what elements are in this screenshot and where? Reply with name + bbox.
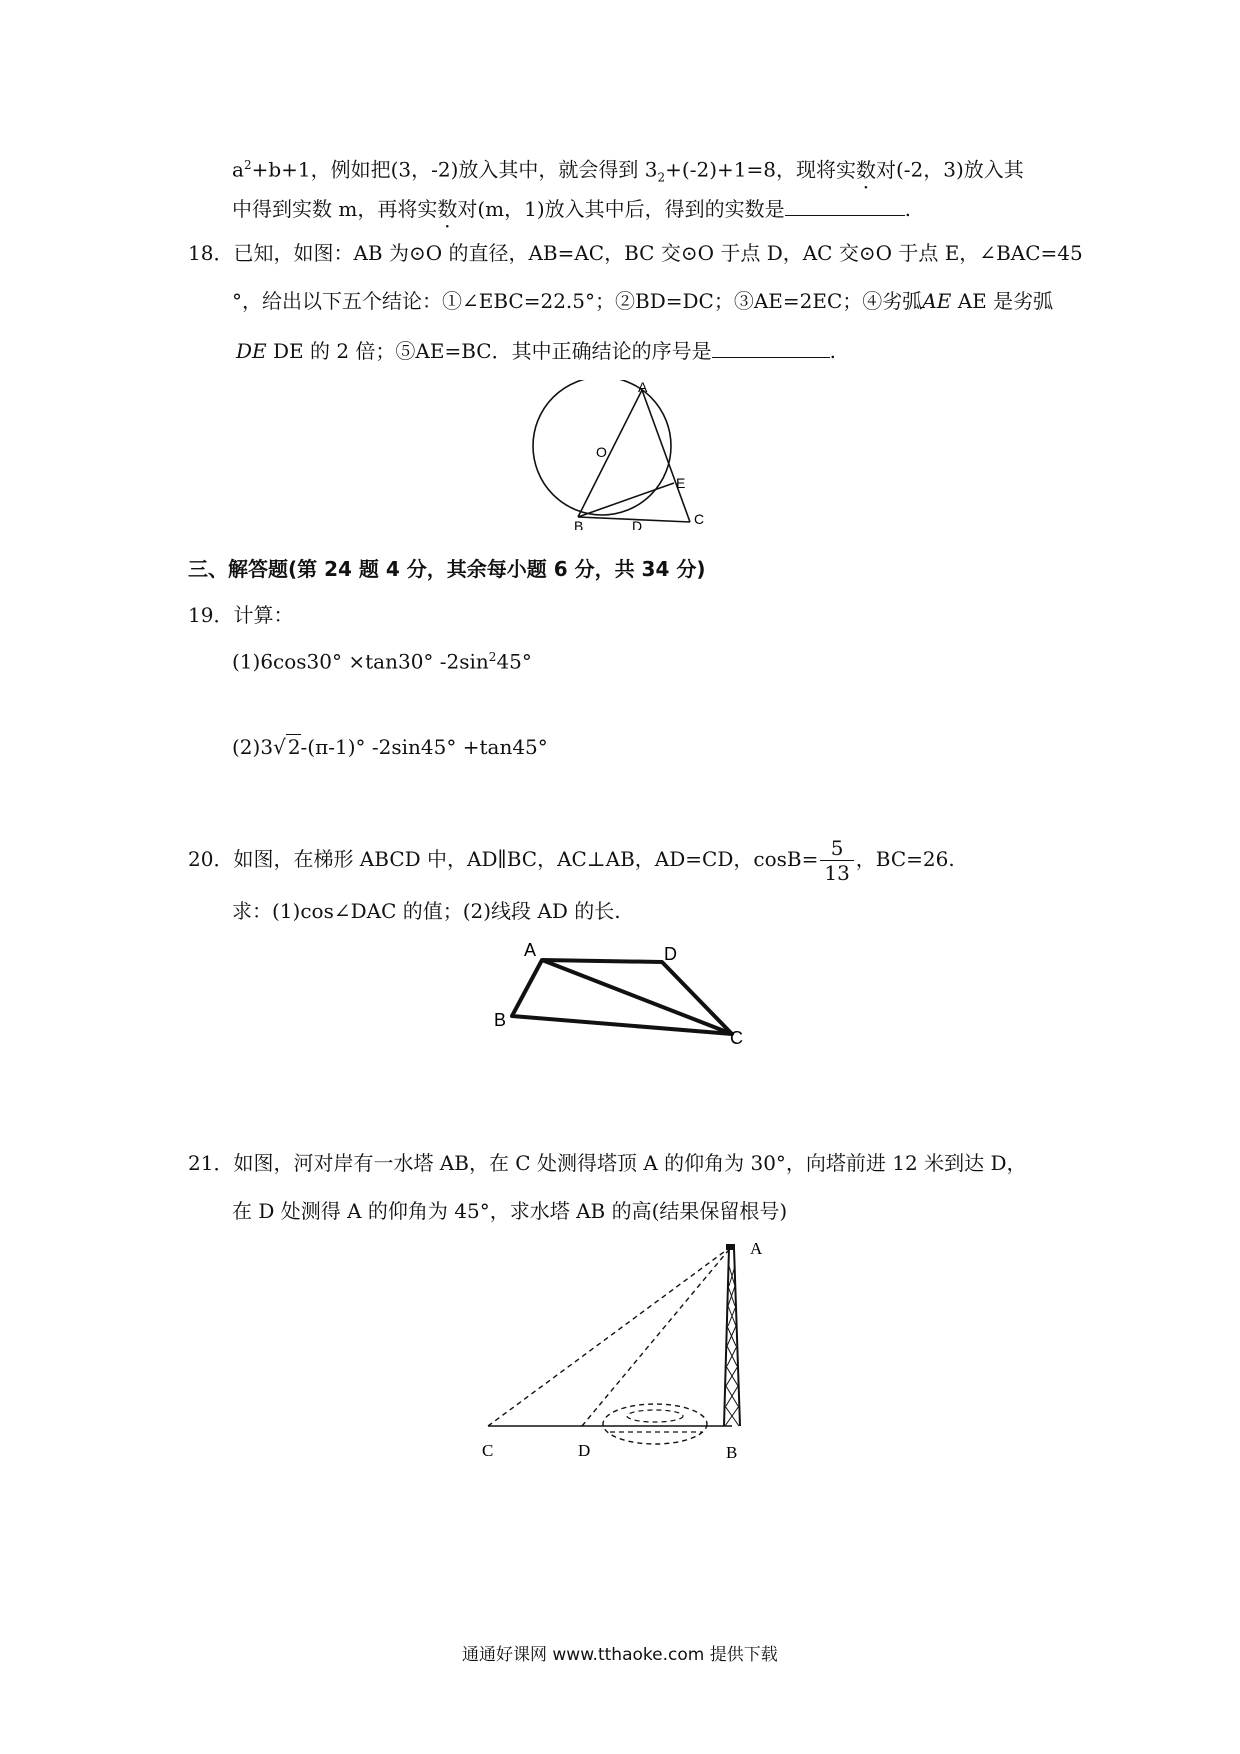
text: °，给出以下五个结论：①∠EBC=22.5°；②BD=DC；③AE=2EC；④劣弧 <box>232 289 923 313</box>
label-c: C <box>730 1028 743 1046</box>
q18-line-2 <box>232 288 1053 314</box>
fraction-denominator: 13 <box>824 861 850 885</box>
label-a: A <box>638 380 648 395</box>
emphasis-dotted: 实数对 <box>417 197 478 221</box>
label-d: D <box>664 944 677 964</box>
label-a: A <box>750 1239 763 1258</box>
fraction-numerator: 5 <box>820 836 853 861</box>
label-o: O <box>596 444 607 460</box>
text: 45° <box>496 649 532 674</box>
label-d: D <box>578 1441 591 1460</box>
segment-ac <box>642 390 690 522</box>
q18-line-3 <box>236 338 836 364</box>
q18-line-1 <box>188 240 1083 266</box>
emphasis-dotted: 实数对 <box>835 157 896 182</box>
answer-blank[interactable] <box>712 339 830 358</box>
text: -(π-1)° -2sin45° +tan45° <box>300 735 548 759</box>
question-number: 21． <box>188 1151 234 1175</box>
trapezoid-figure <box>490 936 760 1046</box>
answer-blank[interactable] <box>785 197 905 216</box>
label-c: C <box>482 1441 494 1460</box>
text: (1)6cos30° ×tan30° -2sin <box>232 649 489 674</box>
text: +b+1，例如把(3，-2)放入其中，就会得到 3 <box>251 157 658 182</box>
text: DE 的 2 倍；⑤AE=BC．其中正确结论的序号是 <box>273 339 712 363</box>
q19-part-2 <box>232 734 548 760</box>
river-outline <box>603 1404 707 1444</box>
label-b: B <box>574 518 584 530</box>
q19-title <box>188 602 293 628</box>
text: 已知，如图：AB 为⊙O 的直径，AB=AC，BC 交⊙O 于点 D，AC 交⊙O 于点 E，∠BAC=45 <box>233 241 1083 265</box>
text: +(-2)+1=8，现将 <box>665 157 836 182</box>
sight-line-da <box>582 1246 732 1426</box>
text: AE 是劣弧 <box>957 289 1054 313</box>
text: 在 D 处测得 A 的仰角为 45°，求水塔 AB 的高(结果保留根号) <box>232 1199 788 1223</box>
river-inner <box>627 1410 683 1422</box>
text: 中得到实数 m，再将 <box>232 197 418 221</box>
q20-line-1 <box>188 836 955 885</box>
label-b: B <box>494 1010 507 1030</box>
circle-figure <box>530 380 730 530</box>
text: . <box>904 197 911 221</box>
fraction <box>820 836 853 885</box>
q21-line-1 <box>188 1150 1027 1176</box>
q19-part-1 <box>232 644 532 675</box>
label-c: C <box>694 511 705 527</box>
label-a: A <box>524 940 537 960</box>
radicand: 2 <box>287 735 301 759</box>
sqrt-sign: √ <box>273 735 286 759</box>
q17-line-1 <box>232 152 1024 191</box>
sight-line-ca <box>488 1246 732 1426</box>
arc-label: DE <box>236 339 267 363</box>
text: 如图，在梯形 ABCD 中，AD∥BC，AC⊥AB，AD=CD，cosB= <box>233 847 819 871</box>
text: 如图，河对岸有一水塔 AB，在 C 处测得塔顶 A 的仰角为 30°，向塔前进 12 米到达 D， <box>233 1151 1027 1175</box>
question-number: 20． <box>188 847 234 871</box>
tower-figure <box>470 1236 780 1466</box>
diagonal-ac <box>542 960 732 1034</box>
q17-line-2 <box>232 196 911 222</box>
text: (m，1)放入其中后，得到的实数是 <box>477 197 785 221</box>
q20-line-2 <box>232 898 621 924</box>
text: . <box>829 339 836 363</box>
text: a <box>232 157 244 182</box>
label-e: E <box>676 475 686 491</box>
superscript: 2 <box>488 650 497 664</box>
subscript: 2 <box>657 170 666 185</box>
text: ，BC=26. <box>855 847 955 871</box>
label-b: B <box>726 1443 738 1462</box>
question-number: 18． <box>188 241 234 265</box>
text: 三、解答题(第 24 题 4 分，其余每小题 6 分，共 34 分) <box>188 557 706 581</box>
text: (-2，3)放入其 <box>895 157 1024 182</box>
text: 计算： <box>233 603 294 627</box>
section-heading <box>188 556 705 582</box>
q21-line-2 <box>232 1198 787 1224</box>
arc-label: AE <box>922 289 952 313</box>
text: 求：(1)cos∠DAC 的值；(2)线段 AD 的长. <box>232 899 621 923</box>
label-d: D <box>632 518 643 530</box>
page-footer <box>462 1640 778 1665</box>
footer-text: 通通好课网 www.tthaoke.com 提供下载 <box>462 1645 778 1665</box>
water-tower <box>724 1244 740 1426</box>
question-number: 19． <box>188 603 234 627</box>
superscript: 2 <box>243 158 252 172</box>
text: (2)3 <box>232 735 274 759</box>
